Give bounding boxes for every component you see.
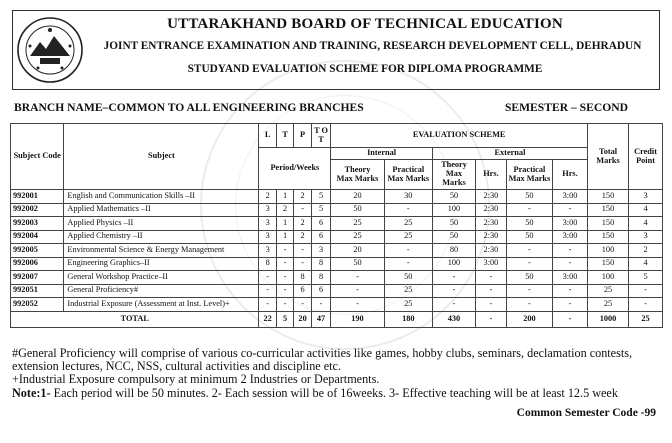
total-cell: 430 bbox=[432, 311, 475, 327]
cell-p: 6 bbox=[294, 284, 311, 298]
header-subject: Subject bbox=[64, 124, 259, 190]
cell-subject: Industrial Exposure (Assessment at Inst. Level)+ bbox=[64, 298, 259, 312]
note-periods bbox=[12, 387, 662, 400]
header-internal-practical: Practical Max Marks bbox=[384, 160, 432, 190]
cell-t: 2 bbox=[276, 203, 293, 217]
semester-label: SEMESTER – SECOND bbox=[504, 101, 628, 114]
cell-t: - bbox=[276, 257, 293, 271]
cell-int-practical: - bbox=[384, 203, 432, 217]
cell-ext-theory-hrs: - bbox=[476, 298, 507, 312]
total-cell: 1000 bbox=[587, 311, 628, 327]
cell-code: 992005 bbox=[11, 244, 64, 258]
cell-code: 992052 bbox=[11, 298, 64, 312]
cell-int-practical: 25 bbox=[384, 217, 432, 231]
cell-l: - bbox=[259, 298, 276, 312]
cell-tot: 5 bbox=[311, 190, 331, 204]
cell-p: - bbox=[294, 257, 311, 271]
cell-int-theory: - bbox=[331, 271, 384, 285]
cell-int-theory: 25 bbox=[331, 230, 384, 244]
cell-credit: - bbox=[629, 284, 663, 298]
header-tot: T O T bbox=[311, 124, 331, 148]
cell-tot: 6 bbox=[311, 217, 331, 231]
cell-t: 1 bbox=[276, 190, 293, 204]
cell-ext-theory: 100 bbox=[432, 203, 475, 217]
board-title: UTTARAKHAND BOARD OF TECHNICAL EDUCATION bbox=[167, 16, 563, 32]
cell-ext-practical: - bbox=[506, 298, 552, 312]
cell-l: 3 bbox=[259, 203, 276, 217]
cell-l: 3 bbox=[259, 217, 276, 231]
cell-p: - bbox=[294, 244, 311, 258]
cell-credit: 4 bbox=[629, 217, 663, 231]
cell-ext-theory-hrs: 2:30 bbox=[476, 230, 507, 244]
header-external-theory: Theory Max Marks bbox=[432, 160, 475, 190]
cell-l: 2 bbox=[259, 190, 276, 204]
cell-t: - bbox=[276, 244, 293, 258]
header-p: P bbox=[294, 124, 311, 148]
cell-total-marks: 25 bbox=[587, 298, 628, 312]
cell-ext-theory: 50 bbox=[432, 230, 475, 244]
header-credit-point: Credit Point bbox=[629, 124, 663, 190]
cell-l: - bbox=[259, 284, 276, 298]
cell-l: 3 bbox=[259, 230, 276, 244]
cell-ext-theory: 80 bbox=[432, 244, 475, 258]
evaluation-scheme-table bbox=[10, 123, 663, 328]
cell-int-theory: - bbox=[331, 284, 384, 298]
note-general-proficiency: #General Proficiency will comprise of various co-curricular activities like games, hobby clubs, seminars, declamation contests, bbox=[12, 346, 633, 360]
table-row bbox=[11, 271, 663, 285]
cell-int-practical: 30 bbox=[384, 190, 432, 204]
cell-p: 2 bbox=[294, 190, 311, 204]
cell-p: - bbox=[294, 203, 311, 217]
board-emblem-icon bbox=[16, 16, 84, 84]
note-label: Note:1- bbox=[12, 385, 51, 400]
cell-ext-practical: 50 bbox=[506, 230, 552, 244]
header-total-marks: Total Marks bbox=[587, 124, 628, 190]
header-period-weeks: Period/Weeks bbox=[259, 148, 331, 190]
table-row bbox=[11, 230, 663, 244]
cell-ext-practical-hrs: 3:00 bbox=[553, 271, 588, 285]
cell-ext-theory-hrs: 3:00 bbox=[476, 257, 507, 271]
cell-int-theory: 25 bbox=[331, 217, 384, 231]
cell-title: JOINT ENTRANCE EXAMINATION AND TRAINING, RESEARCH DEVELOPMENT CELL, DEHRADUN bbox=[103, 40, 642, 52]
cell-int-practical: - bbox=[384, 244, 432, 258]
cell-subject: Applied Chemistry –II bbox=[64, 230, 259, 244]
cell-ext-theory: - bbox=[432, 271, 475, 285]
cell-total-marks: 100 bbox=[587, 271, 628, 285]
cell-credit: 5 bbox=[629, 271, 663, 285]
cell-int-theory: 20 bbox=[331, 190, 384, 204]
cell-total-marks: 150 bbox=[587, 230, 628, 244]
cell-tot: 6 bbox=[311, 230, 331, 244]
cell-ext-theory: 50 bbox=[432, 217, 475, 231]
table-row bbox=[11, 298, 663, 312]
cell-code: 992051 bbox=[11, 284, 64, 298]
cell-ext-practical-hrs: - bbox=[553, 257, 588, 271]
cell-tot: 5 bbox=[311, 203, 331, 217]
cell-code: 992003 bbox=[11, 217, 64, 231]
cell-tot: - bbox=[311, 298, 331, 312]
cell-ext-practical-hrs: - bbox=[553, 298, 588, 312]
cell-t: - bbox=[276, 284, 293, 298]
cell-subject: General Proficiency# bbox=[64, 284, 259, 298]
note-industrial-exposure: +Industrial Exposure compulsory at minimum 2 Industries or Departments. bbox=[12, 372, 380, 387]
cell-int-theory: - bbox=[331, 298, 384, 312]
header-t: T bbox=[276, 124, 293, 148]
total-cell: - bbox=[553, 311, 588, 327]
cell-l: 3 bbox=[259, 244, 276, 258]
cell-tot: 6 bbox=[311, 284, 331, 298]
cell-ext-theory-hrs: 2:30 bbox=[476, 244, 507, 258]
cell-tot: 3 bbox=[311, 244, 331, 258]
cell-ext-practical: 50 bbox=[506, 217, 552, 231]
cell-ext-practical: 50 bbox=[506, 190, 552, 204]
cell-ext-theory-hrs: - bbox=[476, 271, 507, 285]
cell-code: 992007 bbox=[11, 271, 64, 285]
cell-int-practical: - bbox=[384, 257, 432, 271]
cell-credit: - bbox=[629, 298, 663, 312]
table-row bbox=[11, 284, 663, 298]
cell-p: 8 bbox=[294, 271, 311, 285]
cell-int-practical: 25 bbox=[384, 230, 432, 244]
total-cell: 190 bbox=[331, 311, 384, 327]
cell-credit: 4 bbox=[629, 257, 663, 271]
cell-ext-theory: - bbox=[432, 284, 475, 298]
cell-total-marks: 100 bbox=[587, 244, 628, 258]
cell-t: - bbox=[276, 271, 293, 285]
cell-ext-practical-hrs: - bbox=[553, 244, 588, 258]
cell-subject: General Workshop Practice–II bbox=[64, 271, 259, 285]
cell-tot: 8 bbox=[311, 271, 331, 285]
cell-int-practical: 25 bbox=[384, 298, 432, 312]
cell-int-theory: 20 bbox=[331, 244, 384, 258]
cell-int-practical: 25 bbox=[384, 284, 432, 298]
header-external-practical: Practical Max Marks bbox=[506, 160, 552, 190]
cell-credit: 3 bbox=[629, 190, 663, 204]
cell-subject: English and Communication Skills –II bbox=[64, 190, 259, 204]
cell-code: 992002 bbox=[11, 203, 64, 217]
table-row bbox=[11, 217, 663, 231]
cell-int-theory: 50 bbox=[331, 203, 384, 217]
table-row bbox=[11, 190, 663, 204]
cell-t: 1 bbox=[276, 217, 293, 231]
cell-total-marks: 150 bbox=[587, 257, 628, 271]
semester-code: Common Semester Code -99 bbox=[516, 407, 656, 419]
total-cell: 22 bbox=[259, 311, 276, 327]
header-external-theory-hrs: Hrs. bbox=[476, 160, 507, 190]
cell-total-marks: 150 bbox=[587, 217, 628, 231]
header-evaluation-scheme: EVALUATION SCHEME bbox=[331, 124, 588, 148]
cell-p: - bbox=[294, 298, 311, 312]
total-label: TOTAL bbox=[11, 311, 259, 327]
total-cell: 25 bbox=[629, 311, 663, 327]
header-external: External bbox=[432, 148, 587, 160]
cell-ext-practical-hrs: - bbox=[553, 203, 588, 217]
scheme-title: STUDYAND EVALUATION SCHEME FOR DIPLOMA PROGRAMME bbox=[187, 63, 543, 75]
table-row bbox=[11, 203, 663, 217]
cell-subject: Applied Physics –II bbox=[64, 217, 259, 231]
cell-ext-practical-hrs: 3:00 bbox=[553, 217, 588, 231]
cell-t: 1 bbox=[276, 230, 293, 244]
cell-ext-practical: - bbox=[506, 244, 552, 258]
total-cell: 5 bbox=[276, 311, 293, 327]
cell-p: 2 bbox=[294, 217, 311, 231]
cell-int-theory: 50 bbox=[331, 257, 384, 271]
total-cell: - bbox=[476, 311, 507, 327]
cell-credit: 2 bbox=[629, 244, 663, 258]
table-row bbox=[11, 244, 663, 258]
cell-ext-theory-hrs: 2:30 bbox=[476, 203, 507, 217]
branch-name: BRANCH NAME–COMMON TO ALL ENGINEERING BRANCHES bbox=[14, 101, 364, 114]
note-activities: extension lectures, NCC, NSS, cultural activities and discipline etc. bbox=[12, 359, 341, 374]
cell-subject: Applied Mathematics –II bbox=[64, 203, 259, 217]
cell-ext-practical: - bbox=[506, 284, 552, 298]
cell-tot: 8 bbox=[311, 257, 331, 271]
cell-ext-theory-hrs: - bbox=[476, 284, 507, 298]
total-cell: 180 bbox=[384, 311, 432, 327]
cell-ext-theory: - bbox=[432, 298, 475, 312]
cell-p: 2 bbox=[294, 230, 311, 244]
header-external-practical-hrs: Hrs. bbox=[553, 160, 588, 190]
table-row bbox=[11, 257, 663, 271]
total-cell: 47 bbox=[311, 311, 331, 327]
cell-total-marks: 25 bbox=[587, 284, 628, 298]
cell-l: 8 bbox=[259, 257, 276, 271]
cell-ext-practical-hrs: - bbox=[553, 284, 588, 298]
total-cell: 20 bbox=[294, 311, 311, 327]
cell-l: - bbox=[259, 271, 276, 285]
cell-code: 992006 bbox=[11, 257, 64, 271]
total-row bbox=[11, 311, 663, 327]
cell-ext-theory-hrs: 2:30 bbox=[476, 217, 507, 231]
cell-int-practical: 50 bbox=[384, 271, 432, 285]
cell-ext-practical-hrs: 3:00 bbox=[553, 230, 588, 244]
cell-ext-practical: 50 bbox=[506, 271, 552, 285]
cell-code: 992004 bbox=[11, 230, 64, 244]
cell-total-marks: 150 bbox=[587, 190, 628, 204]
cell-credit: 4 bbox=[629, 203, 663, 217]
header-internal-theory: Theory Max Marks bbox=[331, 160, 384, 190]
notes-block bbox=[12, 347, 662, 400]
header-subject-code: Subject Code bbox=[11, 124, 64, 190]
cell-ext-practical: - bbox=[506, 257, 552, 271]
cell-subject: Engineering Graphics–II bbox=[64, 257, 259, 271]
note-periods-text: Each period will be 50 minutes. 2- Each session will be of 16weeks. 3- Effective teaching will be at least 12.5 week bbox=[50, 385, 618, 400]
cell-total-marks: 150 bbox=[587, 203, 628, 217]
cell-code: 992001 bbox=[11, 190, 64, 204]
cell-ext-theory: 100 bbox=[432, 257, 475, 271]
cell-subject: Environmental Science & Energy Management bbox=[64, 244, 259, 258]
header-internal: Internal bbox=[331, 148, 433, 160]
cell-credit: 3 bbox=[629, 230, 663, 244]
cell-ext-practical: - bbox=[506, 203, 552, 217]
cell-ext-practical-hrs: 3:00 bbox=[553, 190, 588, 204]
cell-t: - bbox=[276, 298, 293, 312]
header-l: L bbox=[259, 124, 276, 148]
cell-ext-theory-hrs: 2:30 bbox=[476, 190, 507, 204]
total-cell: 200 bbox=[506, 311, 552, 327]
cell-ext-theory: 50 bbox=[432, 190, 475, 204]
